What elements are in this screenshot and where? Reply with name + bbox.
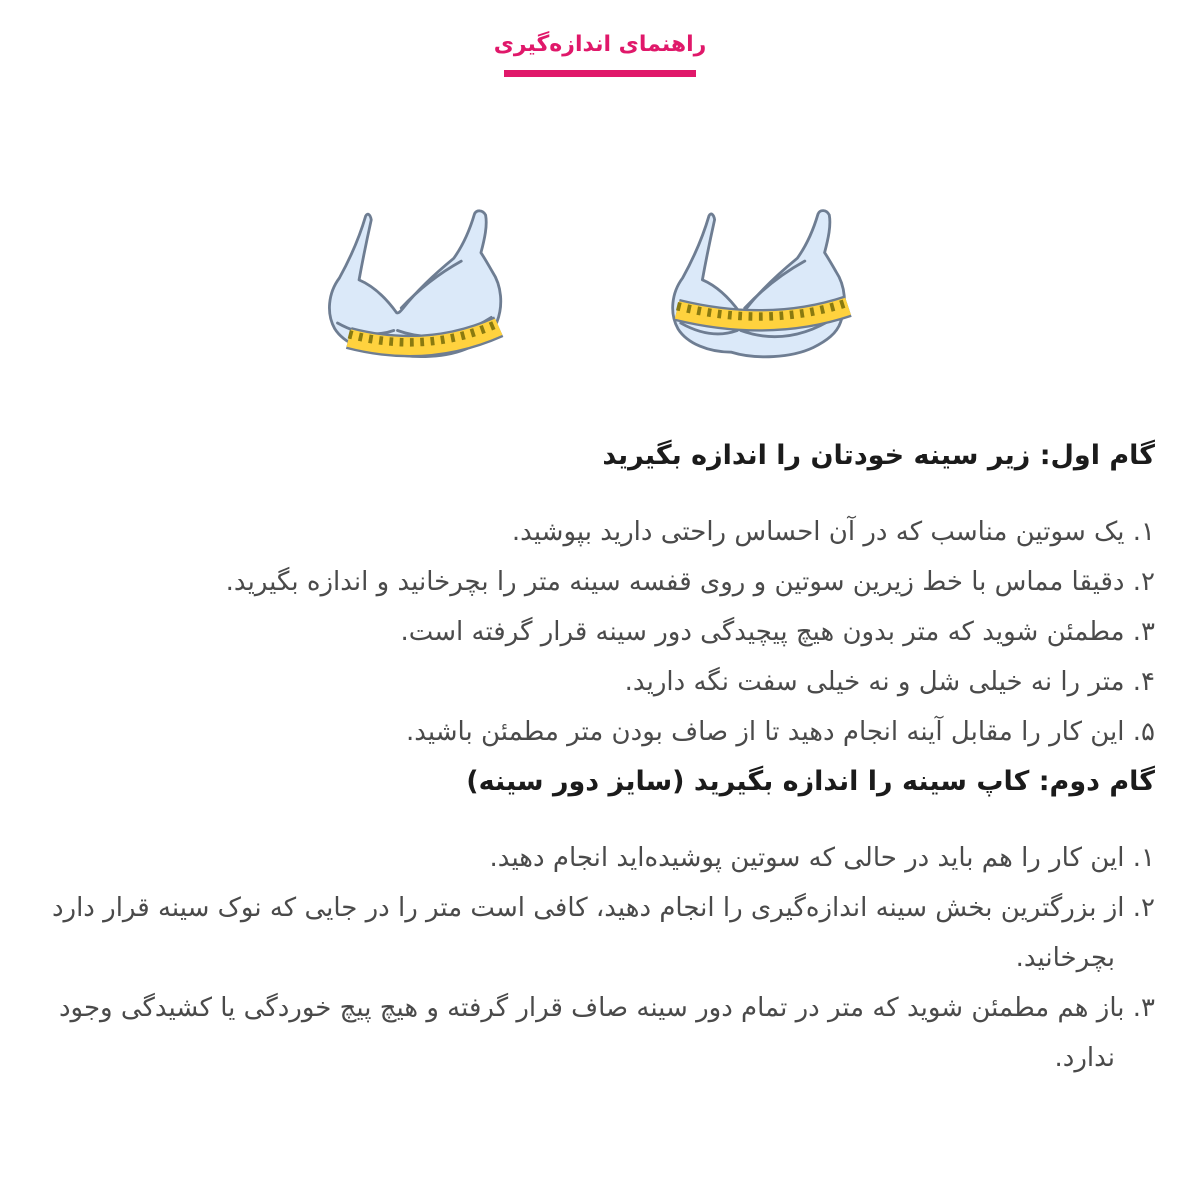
page-title: راهنمای اندازه‌گیری — [493, 32, 707, 57]
step-two-heading: گام دوم: کاپ سینه را اندازه بگیرید (سایز دور سینه) — [466, 766, 1155, 797]
step-item: ۱. این کار را هم باید در حالی که سوتین پوشیده‌اید انجام دهید. — [489, 843, 1155, 873]
step-two-section — [48, 765, 1155, 1083]
step-item: ۳. باز هم مطمئن شوید که متر در تمام دور سینه صاف قرار گرفته و هیچ پیچ خوردگی یا کشیدگی وجود ندارد. — [58, 993, 1155, 1073]
title-underline — [504, 70, 696, 77]
step-item: ۱. یک سوتین مناسب که در آن احساس راحتی دارید بپوشید. — [511, 517, 1155, 547]
step-item: ۳. مطمئن شوید که متر بدون هیچ پیچیدگی دور سینه قرار گرفته است. — [400, 617, 1155, 647]
bra-illustrations — [0, 199, 1200, 387]
step-one-list — [48, 507, 1155, 757]
step-item: ۲. از بزرگترین بخش سینه اندازه‌گیری را انجام دهید، کافی است متر را در جایی که نوک سینه قرار دارد بچرخانید. — [51, 893, 1155, 973]
step-item: ۲. دقیقا مماس با خط زیرین سوتین و روی قفسه سینه متر را بچرخانید و اندازه بگیرید. — [225, 567, 1155, 597]
step-one-heading: گام اول: زیر سینه خودتان را اندازه بگیرید — [602, 440, 1155, 471]
guide-header — [0, 0, 1200, 77]
bra-underband-measuring-tape-illustration — [315, 199, 540, 387]
step-two-list — [48, 833, 1155, 1083]
step-item: ۴. متر را نه خیلی شل و نه خیلی سفت نگه دارید. — [624, 667, 1155, 697]
step-item: ۵. این کار را مقابل آینه انجام دهید تا از صاف بودن متر مطمئن باشید. — [405, 717, 1155, 747]
step-one-section — [48, 439, 1155, 757]
measurement-instructions — [0, 439, 1200, 1083]
bra-bust-measuring-tape-illustration — [656, 199, 886, 387]
